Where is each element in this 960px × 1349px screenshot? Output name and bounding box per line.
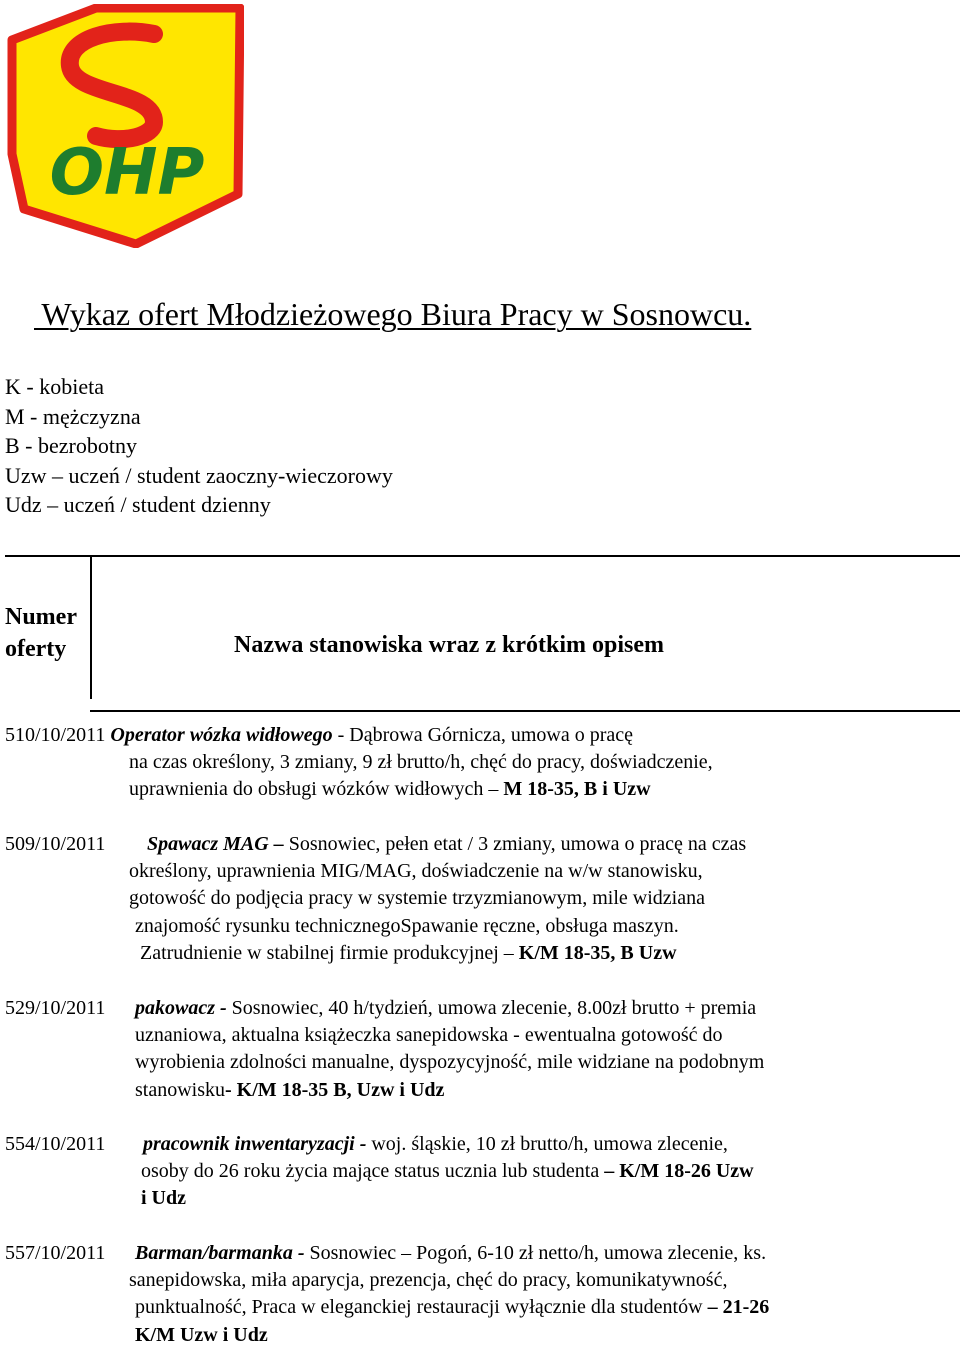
offer-title: pracownik inwentaryzacji - (143, 1133, 367, 1155)
offer-last-line (5, 1077, 764, 1104)
offer-text: Sosnowiec – Pogoń, 6-10 zł netto/h, umowa zlecenie, ks. (304, 1242, 767, 1264)
offer-text: Zatrudnienie w stabilnej firmie produkcyjnej – (140, 941, 519, 964)
offer-text: uznaniowa, aktualna książeczka sanepidowska - ewentualna gotowość do (135, 1024, 723, 1047)
offer-number: 529/10/2011 (5, 997, 106, 1019)
logo-text: OHP (49, 136, 205, 210)
offer-first-line (5, 722, 713, 749)
offer-last-line (5, 776, 713, 803)
offer-item (5, 831, 746, 967)
offer-first-line (5, 995, 764, 1022)
offer-text: Sosnowiec, 40 h/tydzień, umowa zlecenie, 8.00zł brutto + premia (226, 997, 757, 1019)
table-header-bottom-rule (90, 710, 960, 712)
offer-third-line (5, 1294, 769, 1321)
table-top-rule (5, 555, 960, 557)
offer-title: pakowacz - (135, 997, 227, 1019)
offer-item (5, 995, 764, 1104)
offer-text: osoby do 26 roku życia mające status ucznia lub studenta (141, 1160, 605, 1183)
offer-requirements-continued: K/M Uzw i Udz (135, 1323, 268, 1346)
offer-first-line (5, 1240, 769, 1267)
table-column-divider (90, 556, 92, 699)
offer-text: na czas określony, 3 zmiany, 9 zł brutto/h, chęć do pracy, doświadczenie, (129, 751, 713, 774)
offer-item (5, 1131, 754, 1213)
legend-item: B - bezrobotny (5, 433, 137, 458)
ohp-logo-graphic (4, 4, 244, 248)
legend-item: K - kobieta (5, 374, 104, 399)
offer-requirements-continued: i Udz (141, 1187, 186, 1210)
offer-text: gotowość do podjęcia pracy w systemie trzyzmianowym, mile widziana (129, 887, 705, 910)
offer-text: uprawnienia do obsługi wózków widłowych – (129, 778, 504, 801)
legend (5, 372, 393, 520)
offer-first-line (5, 1131, 754, 1158)
page-title: Wykaz ofert Młodzieżowego Biura Pracy w Sosnowcu. (34, 296, 752, 332)
offer-text: Sosnowiec, pełen etat / 3 zmiany, umowa o pracę na czas (283, 833, 747, 855)
legend-item: Udz – uczeń / student dzienny (5, 492, 271, 517)
offer-requirements: K/M 18-35, B Uzw (518, 941, 677, 964)
offer-item (5, 722, 713, 804)
offer-requirements: – K/M 18-26 Uzw (604, 1160, 754, 1183)
offer-first-line (5, 831, 746, 858)
offer-last-line (5, 940, 746, 967)
offer-number: 557/10/2011 (5, 1242, 106, 1264)
header-offer-number: Numer oferty (5, 604, 77, 662)
offer-text: woj. śląskie, 10 zł brutto/h, umowa zlecenie, (366, 1133, 728, 1155)
offer-text: wyrobienia zdolności manualne, dyspozycyjność, mile widziane na podobnym (135, 1051, 765, 1074)
offer-title: Barman/barmanka - (135, 1242, 305, 1264)
offer-second-line (5, 1158, 754, 1185)
offer-item (5, 1240, 769, 1349)
offer-text: stanowisku (135, 1078, 225, 1101)
offer-requirements: - K/M 18-35 B, Uzw i Udz (225, 1078, 445, 1101)
offer-text: określony, uprawnienia MIG/MAG, doświadczenie na w/w stanowisku, (129, 860, 703, 883)
offer-number: 509/10/2011 (5, 833, 106, 855)
header-offer-name: Nazwa stanowiska wraz z krótkim opisem (234, 632, 664, 658)
offer-requirements: M 18-35, B i Uzw (503, 778, 651, 801)
offer-number: 510/10/2011 (5, 724, 106, 746)
ohp-logo (4, 4, 244, 248)
legend-item: M - mężczyzna (5, 403, 141, 429)
offer-text: sanepidowska, miła aparycja, prezencja, chęć do pracy, komunikatywność, (129, 1269, 728, 1292)
offer-requirements: – 21-26 (707, 1296, 770, 1319)
legend-item: Uzw – uczeń / student zaoczny-wieczorowy (5, 462, 393, 488)
offer-text: punktualność, Praca w eleganckiej restauracji wyłącznie dla studentów (135, 1296, 708, 1319)
offer-title: Spawacz MAG – (147, 833, 284, 855)
offer-text: - Dąbrowa Górnicza, umowa o pracę (332, 724, 634, 746)
offer-number: 554/10/2011 (5, 1133, 106, 1155)
offer-text: znajomość rysunku technicznegoSpawanie ręczne, obsługa maszyn. (135, 914, 679, 937)
offer-title: Operator wózka widłowego (110, 724, 333, 746)
